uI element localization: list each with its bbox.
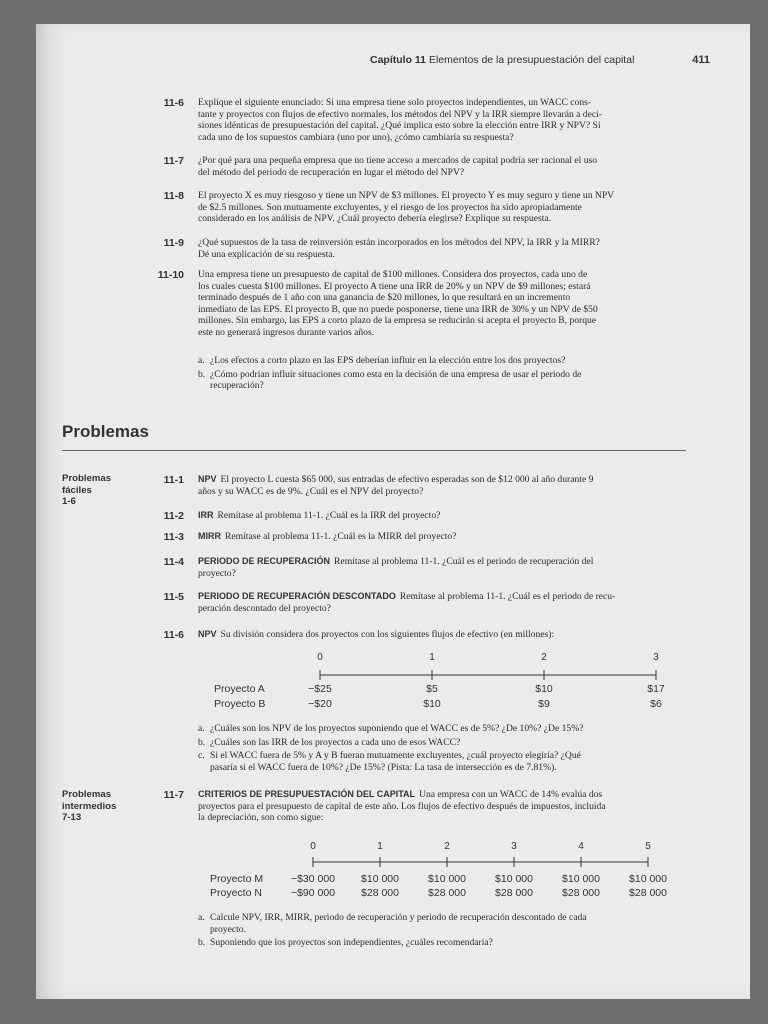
text-line: Dé una explicación de su respuesta. [198, 248, 335, 260]
text-line: siones idénticas de presupuestación del capital. ¿Qué implica esto sobre la elección entre IRR y NPV? Si [198, 120, 601, 132]
question-number: 11-10 [157, 269, 184, 281]
period-label: 2 [541, 652, 547, 663]
text-line: años y su WACC es de 9%. ¿Cuál es el NPV del proyecto? [198, 485, 424, 497]
period-label: 4 [578, 841, 584, 852]
project-name: Proyecto M [210, 873, 264, 885]
cash-flow-value: $17 [647, 683, 665, 695]
text-line: considerado en los análisis de NPV. ¿Cuál proyecto debería elegirse? Explique su respuesta. [198, 213, 552, 225]
item-label: a. [198, 912, 205, 923]
project-name: Proyecto B [214, 698, 266, 710]
project-name: Proyecto A [214, 683, 265, 695]
cash-flow-value: $10 000 [629, 873, 667, 885]
question-number: 11-9 [163, 237, 184, 249]
period-label: 1 [377, 841, 383, 852]
problem-number: 11-2 [163, 510, 184, 522]
cash-flow-value: $10 [535, 683, 553, 695]
section-title: Problemas [62, 422, 149, 441]
item-label: b. [198, 937, 206, 949]
text-line: CRITERIOS DE PRESUPUESTACIÓN DEL CAPITAL Una empresa con un WACC de 14% evalúa dos [198, 789, 603, 800]
text-line: b. ¿Cuáles son las IRR de los proyectos a cada uno de esos WACC? [198, 736, 461, 748]
side-label-intermediate: Problemas intermedios 7-13 [62, 789, 117, 824]
text-line: de $2.5 millones. Son mutuamente excluyentes, y el riesgo de los proyectos ha sido apropiadamente [198, 201, 582, 213]
text-line: recuperación? [210, 380, 264, 392]
cash-flow-value: $10 000 [361, 873, 399, 885]
text-line: tante y proyectos con flujos de efectivo normales, los métodos del NPV y la IRR siempre llevarán a deci- [198, 108, 602, 120]
cash-flow-value: $28 000 [562, 887, 600, 899]
text-line: PERIODO DE RECUPERACIÓN DESCONTADO Remítase al problema 11-1. ¿Cuál es el periodo de recu- [198, 591, 616, 602]
question-number: 11-8 [163, 190, 184, 202]
question-number: 11-7 [163, 155, 184, 167]
project-name: Proyecto N [210, 887, 262, 899]
text-line: c. Si el WACC fuera de 5% y A y B fueran mutuamente excluyentes, ¿cuál proyecto elegiría? ¿Qué [198, 750, 581, 762]
cash-flow-value: $10 000 [495, 873, 533, 885]
text-line: Explique el siguiente enunciado: Si una empresa tiene solo proyectos independientes, un WACC cons- [198, 97, 592, 108]
cash-flow-value: $28 000 [629, 887, 667, 899]
chapter-title: Elementos de la presupuestación del capital [428, 54, 635, 66]
problem-keyword: IRR [198, 510, 214, 520]
question-number: 11-6 [163, 97, 184, 109]
text-line: proyectos para el presupuesto de capital de este año. Los flujos de efectivo después de impuestos, incluida [198, 800, 606, 812]
cash-flow-value: −$90 000 [290, 887, 336, 899]
item-label: a. [198, 355, 205, 366]
problem-number: 11-3 [163, 531, 184, 543]
cash-flow-value: $9 [538, 698, 550, 710]
text-line: pasaría si el WACC fuera de 10%? ¿De 15%? (Pista: La tasa de intersección es de 7.81%). [210, 761, 557, 773]
text-line: millones. Sin embargo, las EPS a corto plazo de la empresa se reducirán si acepta el proyecto B, porque [198, 315, 597, 327]
cash-flow-value: $10 000 [562, 873, 600, 885]
text-line: inmediato de las EPS. El proyecto B, que no puede posponerse, tiene una IRR de 30% y un NPV de $50 [198, 303, 598, 315]
text-line: NPV El proyecto L cuesta $65 000, sus entradas de efectivo esperadas son de $12 000 al año durante 9 [198, 474, 594, 485]
text-line: Una empresa tiene un presupuesto de capital de $100 millones. Considera dos proyectos, cada uno de [198, 269, 588, 280]
problem-number: 11-7 [163, 789, 184, 801]
text-line: IRR Remítase al problema 11-1. ¿Cuál es la IRR del proyecto? [198, 510, 441, 521]
item-label: b. [198, 368, 206, 380]
text-line: a. Calcule NPV, IRR, MIRR, periodo de recuperación y periodo de recuperación descontado de cada [198, 912, 587, 923]
text-line: proyecto? [198, 567, 236, 579]
problem-keyword: PERIODO DE RECUPERACIÓN [198, 556, 331, 566]
cash-flow-value: $6 [650, 698, 662, 710]
cash-flow-value: $28 000 [428, 887, 466, 899]
text-line: ¿Por qué para una pequeña empresa que no tiene acceso a mercados de capital podría ser racional el uso [198, 155, 598, 166]
cash-flow-value: −$20 [308, 698, 332, 710]
side-label-easy: Problemas fáciles 1-6 [62, 473, 112, 508]
text-line: los cuales cuesta $100 millones. El proyecto A tiene una IRR de 20% y un NPV de $9 millones; estará [198, 280, 591, 292]
problem-number: 11-5 [163, 591, 184, 603]
period-label: 0 [317, 652, 323, 663]
problem-number: 11-4 [163, 556, 184, 568]
cash-flow-value: $10 [423, 698, 441, 710]
text-line: b. ¿Cómo podrían influir situaciones como esta en la decisión de una empresa de usar el periodo de [198, 368, 582, 380]
text-line: este no generará ingresos durante varios años. [198, 326, 375, 338]
text-line: ¿Qué supuestos de la tasa de reinversión están incorporados en los métodos del NPV, la IRR y la MIRR? [198, 237, 600, 248]
text-line: NPV Su división considera dos proyectos con los siguientes flujos de efectivo (en millones): [198, 629, 555, 640]
period-label: 1 [429, 652, 435, 663]
text-line: la depreciación, son como sigue: [198, 812, 324, 824]
text-line: PERIODO DE RECUPERACIÓN Remítase al problema 11-1. ¿Cuál es el periodo de recuperación del [198, 556, 594, 567]
page-number: 411 [692, 54, 710, 66]
cash-flow-value: $28 000 [361, 887, 399, 899]
text-line: proyecto. [210, 923, 246, 935]
cash-flow-value: $28 000 [495, 887, 533, 899]
problem-keyword: CRITERIOS DE PRESUPUESTACIÓN DEL CAPITAL [198, 789, 416, 799]
text-line: a. ¿Los efectos a corto plazo en las EPS deberían influir en la elección entre los dos proyectos? [198, 355, 566, 366]
period-label: 5 [645, 841, 651, 852]
chapter-label: Capítulo 11 [370, 54, 427, 66]
text-line: cada uno de los supuestos cambiara (uno por uno), ¿cómo cambiaría su respuesta? [198, 131, 514, 143]
text-line: a. ¿Cuáles son los NPV de los proyectos suponiendo que el WACC es de 5%? ¿De 10%? ¿De 15%? [198, 723, 584, 734]
period-label: 0 [310, 841, 316, 852]
problem-keyword: MIRR [198, 531, 221, 541]
problem-keyword: NPV [198, 629, 217, 639]
problem-number: 11-6 [163, 629, 184, 641]
period-label: 2 [444, 841, 450, 852]
item-label: a. [198, 723, 205, 734]
problem-keyword: PERIODO DE RECUPERACIÓN DESCONTADO [198, 591, 396, 601]
problem-keyword: NPV [198, 474, 217, 484]
text-line: MIRR Remítase al problema 11-1. ¿Cuál es la MIRR del proyecto? [198, 531, 457, 542]
item-label: b. [198, 736, 206, 748]
text-line: terminado después de 1 año con una ganancia de $20 millones, lo que resultará en un incremento [198, 292, 571, 304]
period-label: 3 [511, 841, 517, 852]
period-label: 3 [653, 652, 659, 663]
item-label: c. [198, 750, 205, 762]
cash-flow-value: $5 [426, 683, 438, 695]
cash-flow-value: −$30 000 [290, 873, 336, 885]
text-line: peración descontado del proyecto? [198, 602, 331, 614]
cash-flow-value: $10 000 [428, 873, 466, 885]
cash-flow-value: −$25 [308, 683, 332, 695]
text-line: El proyecto X es muy riesgoso y tiene un NPV de $3 millones. El proyecto Y es muy seguro y tiene un NPV [198, 190, 615, 201]
text-line: del método del periodo de recuperación en lugar el método del NPV? [198, 166, 465, 178]
text-line: b. Suponiendo que los proyectos son independientes, ¿cuáles recomendaría? [198, 937, 493, 949]
problem-number: 11-1 [163, 474, 184, 486]
